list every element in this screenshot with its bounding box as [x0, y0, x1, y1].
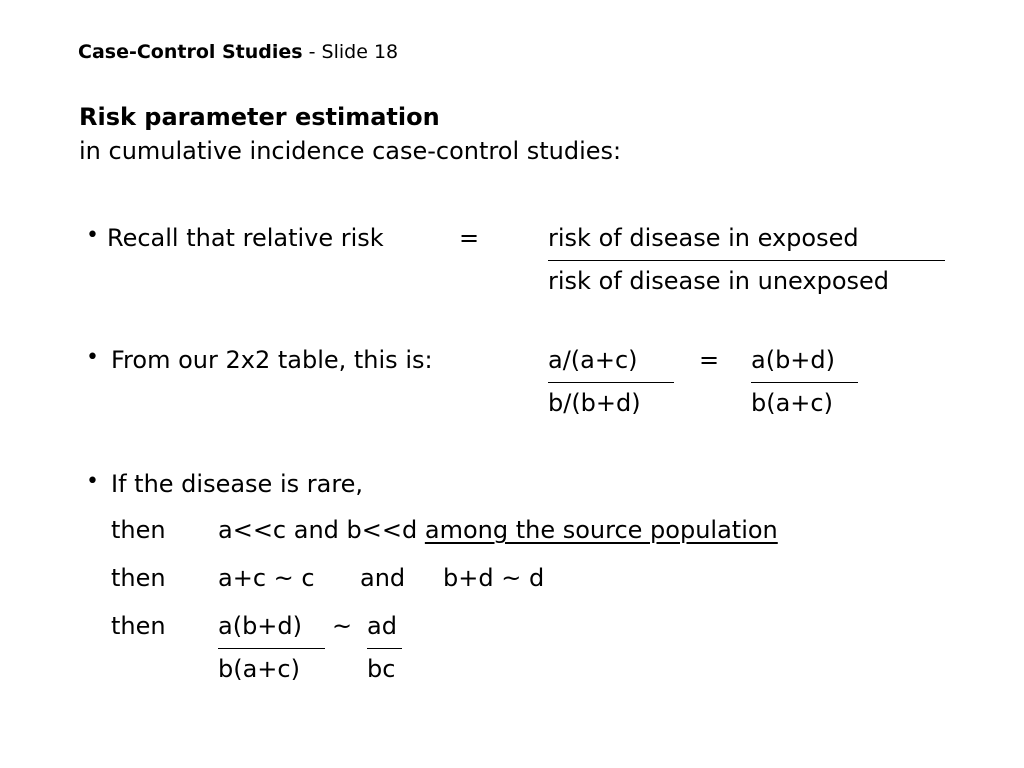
approx-bd: b+d ~ d — [443, 564, 545, 592]
source-population-emphasis: among the source population — [424, 516, 778, 544]
table-frac1-denominator: b/(b+d) — [548, 389, 641, 417]
table-frac2-denominator: b(a+c) — [751, 389, 833, 417]
bullet-1-text: Recall that relative risk — [107, 224, 384, 252]
table-frac1-numerator: a/(a+c) — [548, 346, 638, 374]
rare-condition: a<<c and b<<d — [218, 516, 425, 544]
slide-number: Slide 18 — [321, 41, 399, 63]
table-frac2-bar — [751, 382, 858, 383]
bullet-2-text: From our 2x2 table, this is: — [111, 346, 433, 374]
slide-title: Risk parameter estimation — [79, 103, 440, 131]
rare-line-1 — [218, 516, 778, 544]
table-frac2-numerator: a(b+d) — [751, 346, 836, 374]
bullet-1-equals: = — [459, 224, 480, 252]
final-frac2-denominator: bc — [367, 655, 396, 683]
final-frac2-bar — [367, 648, 402, 649]
bullet-3-text: If the disease is rare, — [111, 470, 364, 498]
rr-numerator: risk of disease in exposed — [548, 224, 859, 252]
course-title: Case-Control Studies — [78, 41, 303, 63]
final-frac1-denominator: b(a+c) — [218, 655, 300, 683]
final-frac1-bar — [218, 648, 325, 649]
bullet-3-glyph: • — [86, 469, 99, 494]
bullet-2-glyph: • — [86, 345, 99, 370]
rr-denominator: risk of disease in unexposed — [548, 267, 890, 295]
then-2: then — [111, 564, 166, 592]
final-approx: ~ — [332, 612, 353, 640]
final-frac1-numerator: a(b+d) — [218, 612, 303, 640]
table-frac1-bar — [548, 382, 674, 383]
final-frac2-numerator: ad — [367, 612, 397, 640]
bullet-2-equals: = — [699, 346, 720, 374]
then-1: then — [111, 516, 166, 544]
bullet-1-glyph: • — [86, 223, 99, 248]
slide-subtitle: in cumulative incidence case-control studies: — [79, 137, 622, 165]
slide-header — [78, 41, 398, 63]
approx-ac: a+c ~ c — [218, 564, 315, 592]
rr-fraction-bar — [548, 260, 945, 261]
header-separator: - — [302, 41, 322, 63]
and-word: and — [360, 564, 406, 592]
then-3: then — [111, 612, 166, 640]
